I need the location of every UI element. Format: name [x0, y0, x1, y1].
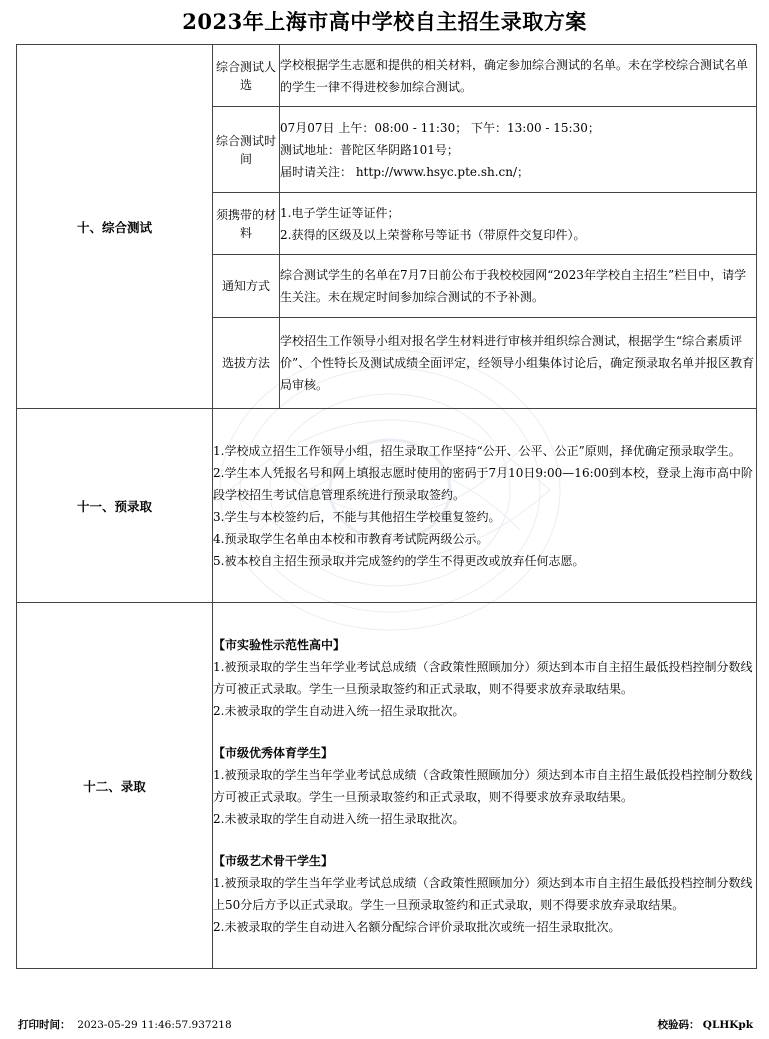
- print-time-label: 打印时间：: [18, 1019, 71, 1031]
- group-heading: 【市级优秀体育学生】: [213, 745, 334, 760]
- content-line: 1.电子学生证等证件；: [280, 205, 400, 220]
- content-line: 2.未被录取的学生自动进入名额分配综合评价录取批次或统一招生录取批次。: [213, 919, 621, 934]
- row-label: 选拔方法: [213, 318, 280, 409]
- content-line: 3.学生与本校签约后，不能与其他招生学校重复签约。: [213, 509, 501, 524]
- content-line: 1.被预录取的学生当年学业考试总成绩（含政策性照顾加分）须达到本市自主招生最低投档控制分数线方可被正式录取。学生一旦预录取签约和正式录取，则不得要求放弃录取结果。: [213, 659, 753, 696]
- row-label: 通知方式: [213, 255, 280, 318]
- content-line: 2.未被录取的学生自动进入统一招生录取批次。: [213, 811, 465, 826]
- content-line: 4.预录取学生名单由本校和市教育考试院两级公示。: [213, 531, 489, 546]
- row-label: 综合测试人选: [213, 45, 280, 107]
- group-heading: 【市实验性示范性高中】: [213, 637, 346, 652]
- content-line: 2.学生本人凭报名号和网上填报志愿时使用的密码于7月10日9:00—16:00到本校，登录上海市高中阶段学校招生考试信息管理系统进行预录取签约。: [213, 465, 753, 502]
- verification-code: [657, 1017, 753, 1032]
- content-line: 1.学校成立招生工作领导小组，招生录取工作坚持“公开、公平、公正”原则，择优确定预录取学生。: [213, 443, 741, 458]
- row-content: [280, 255, 757, 318]
- section-12-title: 十二、录取: [17, 603, 213, 969]
- content-line: 2.未被录取的学生自动进入统一招生录取批次。: [213, 703, 465, 718]
- content-line: 5.被本校自主招生预录取并完成签约的学生不得更改或放弃任何志愿。: [213, 553, 585, 568]
- print-time-value: 2023-05-29 11:46:57.937218: [77, 1019, 232, 1031]
- verification-code-value: QLHKpk: [702, 1019, 753, 1031]
- content-line: 学校招生工作领导小组对报名学生材料进行审核并组织综合测试，根据学生“综合素质评价”、个性特长及测试成绩全面评定，经领导小组集体讨论后，确定预录取名单并报区教育局审核。: [280, 334, 755, 392]
- content-line: 届时请关注： http://www.hsyc.pte.sh.cn/；: [280, 164, 530, 179]
- row-content: [280, 318, 757, 409]
- row-content: [280, 107, 757, 193]
- section-12-content: [213, 603, 757, 969]
- section-10-title: 十、综合测试: [17, 45, 213, 409]
- row-label: 须携带的材料: [213, 193, 280, 255]
- admission-plan-table: [16, 44, 757, 969]
- page-title: 2023年上海市高中学校自主招生录取方案: [182, 9, 587, 34]
- content-line: 1.被预录取的学生当年学业考试总成绩（含政策性照顾加分）须达到本市自主招生最低投档控制分数线上50分后方予以正式录取。学生一旦预录取签约和正式录取，则不得要求放弃录取结果。: [213, 875, 753, 912]
- row-label: 综合测试时间: [213, 107, 280, 193]
- row-content: [280, 193, 757, 255]
- content-line: 2.获得的区级及以上荣誉称号等证书（带原件交复印件）。: [280, 227, 586, 242]
- content-line: 学校根据学生志愿和提供的相关材料，确定参加综合测试的名单。未在学校综合测试名单的学生一律不得进校参加综合测试。: [280, 57, 749, 94]
- content-line: 1.被预录取的学生当年学业考试总成绩（含政策性照顾加分）须达到本市自主招生最低投档控制分数线方可被正式录取。学生一旦预录取签约和正式录取，则不得要求放弃录取结果。: [213, 767, 753, 804]
- group-heading: 【市级艺术骨干学生】: [213, 853, 334, 868]
- print-time: [18, 1017, 232, 1032]
- table-row: [17, 603, 757, 969]
- content-line: 07月07日 上午：08:00 - 11:30； 下午：13:00 - 15:30；: [280, 120, 600, 135]
- content-line: 测试地址：普陀区华阴路101号；: [280, 142, 459, 157]
- section-11-content: [213, 409, 757, 603]
- table-row: [17, 409, 757, 603]
- section-11-title: 十一、预录取: [17, 409, 213, 603]
- row-content: [280, 45, 757, 107]
- content-line: 综合测试学生的名单在7月7日前公布于我校校园网“2023年学校自主招生”栏目中，请学生关注。未在规定时间参加综合测试的不予补测。: [280, 268, 747, 304]
- table-row: [17, 45, 757, 107]
- verification-code-label: 校验码：: [657, 1019, 700, 1031]
